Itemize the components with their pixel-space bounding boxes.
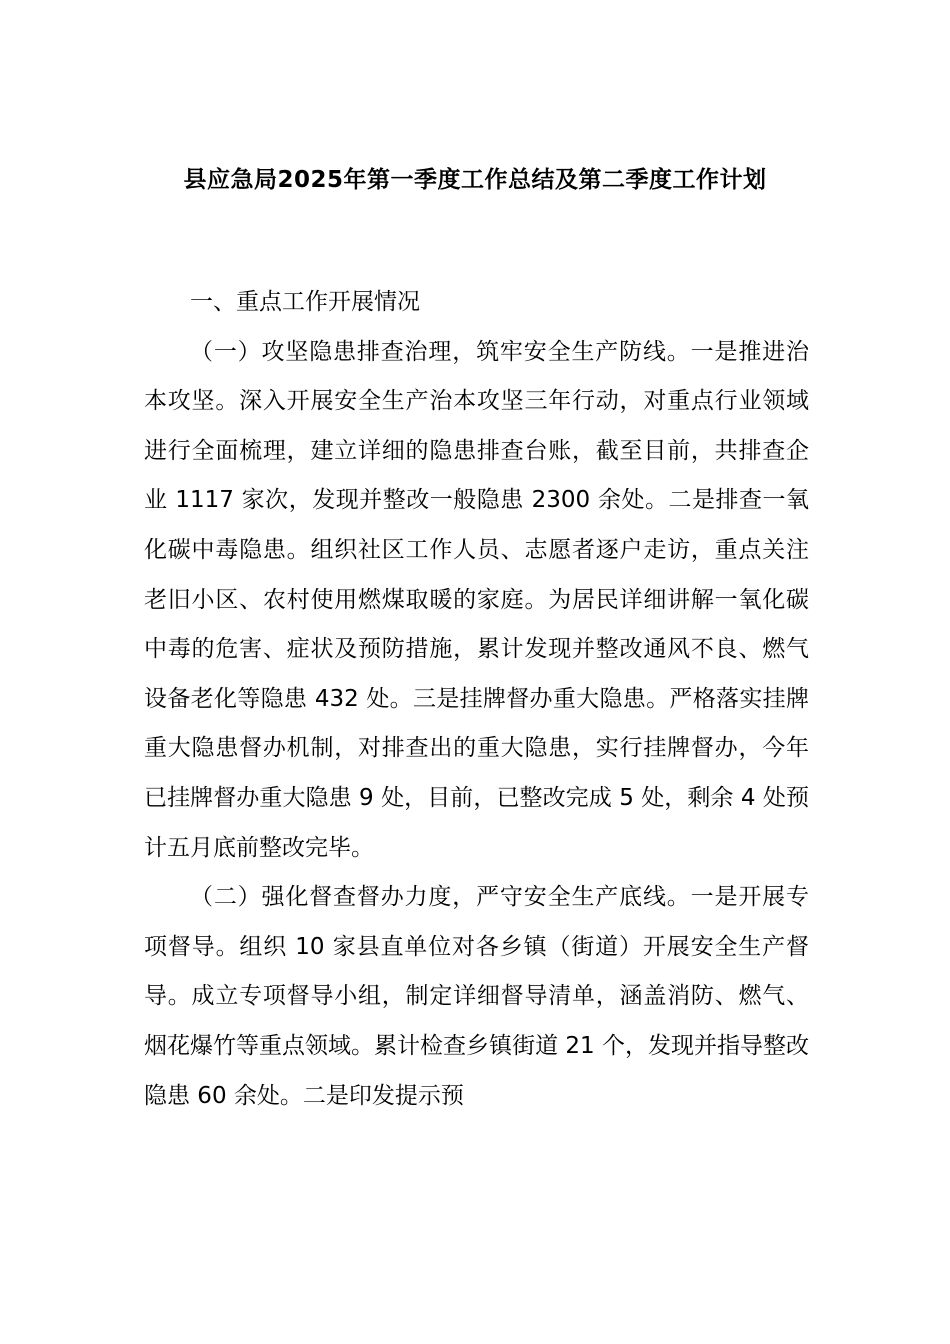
document-body bbox=[144, 278, 809, 1121]
section-heading: 一、重点工作开展情况 bbox=[190, 289, 420, 315]
document-title: 县应急局2025年第一季度工作总结及第二季度工作计划 bbox=[183, 167, 767, 193]
paragraph-2: （二）强化督查督办力度，严守安全生产底线。一是开展专项督导。组织 10 家县直单位对各乡镇（街道）开展安全生产督导。成立专项督导小组，制定详细督导清单，涵盖消防、燃气、烟花爆竹等重点领域。累计检查乡镇街道 21 个，发现并指导整改隐患 60 余处。二是印发提示预 bbox=[144, 884, 809, 1109]
paragraph-1: （一）攻坚隐患排查治理，筑牢安全生产防线。一是推进治本攻坚。深入开展安全生产治本攻坚三年行动，对重点行业领域进行全面梳理，建立详细的隐患排查台账，截至目前，共排查企业 1117 家次，发现并整改一般隐患 2300 余处。二是排查一氧化碳中毒隐患。组织社区工作人员、志愿者逐户走访，重点关注老旧小区、农村使用燃煤取暖的家庭。为居民详细讲解一氧化碳中毒的危害、症状及预防措施，累计发现并整改通风不良、燃气设备老化等隐患 432 处。三是挂牌督办重大隐患。严格落实挂牌重大隐患督办机制，对排查出的重大隐患，实行挂牌督办，今年已挂牌督办重大隐患 9 处，目前，已整改完成 5 处，剩余 4 处预计五月底前整改完毕。 bbox=[144, 338, 809, 861]
